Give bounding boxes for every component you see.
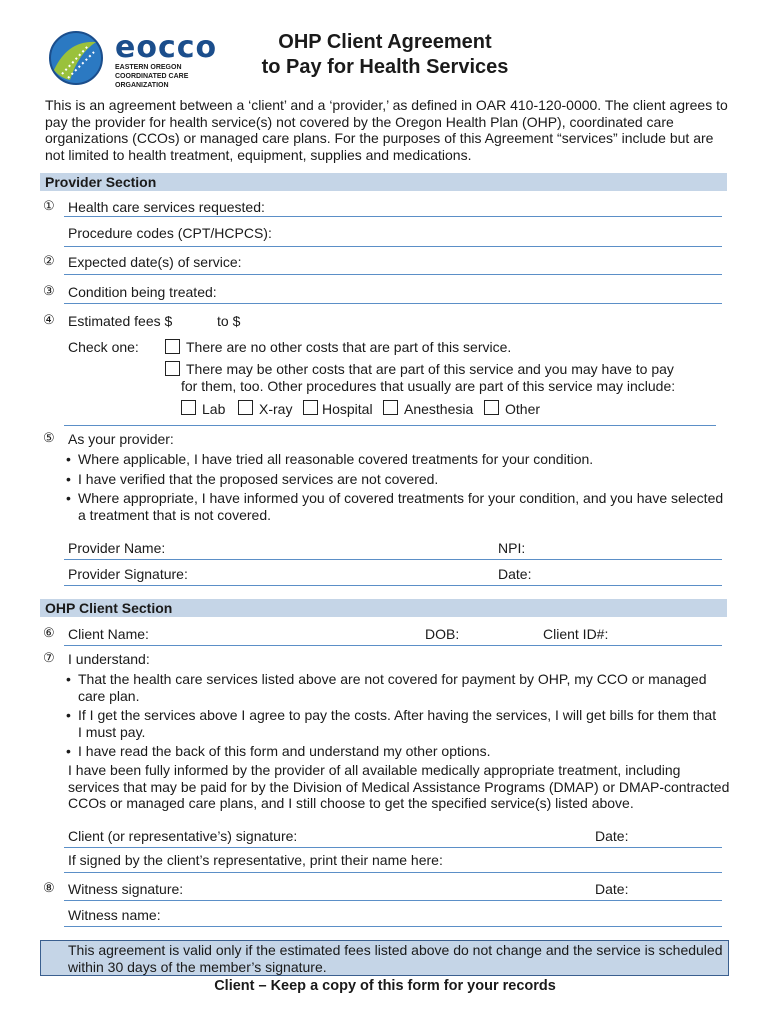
lab-checkbox[interactable] (181, 400, 196, 415)
services-requested-label: Health care services requested: (68, 199, 265, 215)
no-other-costs-checkbox[interactable] (165, 339, 180, 354)
other-costs-label-line1: There may be other costs that are part of this service and you may have to pay (186, 361, 674, 377)
dob-label: DOB: (425, 626, 460, 642)
other-costs-checkbox[interactable] (165, 361, 180, 376)
provider-name-field[interactable] (64, 559, 722, 560)
list-item: • Where applicable, I have tried all reasonable covered treatments for your condition. (62, 451, 727, 468)
no-other-costs-label: There are no other costs that are part of this service. (186, 339, 512, 355)
procedure-codes-label: Procedure codes (CPT/HCPCS): (68, 225, 272, 241)
expected-dates-label: Expected date(s) of service: (68, 254, 242, 270)
condition-label: Condition being treated: (68, 284, 217, 300)
anesthesia-checkbox[interactable] (383, 400, 398, 415)
item-number-4: ④ (43, 312, 55, 327)
list-item: • Where appropriate, I have informed you of covered treatments for your condition, and you have selected a treatment that is not covered. (62, 490, 727, 523)
client-signature-field[interactable] (64, 847, 722, 848)
client-name-label: Client Name: (68, 626, 149, 642)
understand-label: I understand: (68, 651, 150, 667)
page-title: OHP Client Agreement to Pay for Health Services (261, 31, 509, 78)
provider-attestations (62, 451, 727, 526)
item-number-8: ⑧ (43, 880, 55, 895)
validity-notice: This agreement is valid only if the estimated fees listed above do not change and the service is scheduled within 30 days of the member’s signature. (40, 940, 729, 976)
keep-copy-note: Client – Keep a copy of this form for your records (214, 978, 556, 994)
estimated-fees-label: Estimated fees $ (68, 313, 173, 329)
list-item: • I have read the back of this form and understand my other options. (62, 743, 722, 760)
logo-wordmark: eocco (115, 30, 218, 65)
item-number-1: ① (43, 198, 55, 213)
other-label: Other (505, 401, 541, 417)
provider-date-label: Date: (498, 566, 532, 582)
section-divider (64, 425, 716, 426)
client-id-label: Client ID#: (543, 626, 609, 642)
client-name-field[interactable] (64, 645, 722, 646)
other-costs-label-line2: for them, too. Other procedures that usually are part of this service may include: (181, 378, 676, 394)
client-section-heading: OHP Client Section (40, 599, 727, 617)
procedure-codes-field[interactable] (64, 246, 722, 247)
provider-section-heading: Provider Section (40, 173, 727, 191)
representative-name-field[interactable] (64, 872, 722, 873)
eocco-logo (48, 30, 104, 86)
check-one-label: Check one: (68, 339, 139, 355)
informed-statement: I have been fully informed by the provider of all available medically appropriate treatment, including services that may be paid for by the Division of Medical Assistance Programs (DMAP) or DMAP-contracted CCOs or managed care plans, and I still choose to get the specified service(s) listed above. (68, 762, 730, 811)
witness-signature-label: Witness signature: (68, 881, 184, 897)
item-number-3: ③ (43, 283, 55, 298)
services-requested-field[interactable] (64, 216, 722, 217)
expected-dates-field[interactable] (64, 274, 722, 275)
provider-signature-field[interactable] (64, 585, 722, 586)
client-signature-label: Client (or representative’s) signature: (68, 828, 298, 844)
item-number-7: ⑦ (43, 650, 55, 665)
item-number-6: ⑥ (43, 625, 55, 640)
provider-name-label: Provider Name: (68, 540, 166, 556)
fees-to-label: to $ (217, 313, 241, 329)
other-checkbox[interactable] (484, 400, 499, 415)
as-provider-label: As your provider: (68, 431, 174, 447)
condition-field[interactable] (64, 303, 722, 304)
witness-date-label: Date: (595, 881, 629, 897)
xray-label: X-ray (259, 401, 293, 417)
provider-signature-label: Provider Signature: (68, 566, 188, 582)
list-item: • I have verified that the proposed services are not covered. (62, 471, 727, 488)
witness-signature-field[interactable] (64, 900, 722, 901)
xray-checkbox[interactable] (238, 400, 253, 415)
witness-name-field[interactable] (64, 926, 722, 927)
witness-name-label: Witness name: (68, 907, 161, 923)
item-number-5: ⑤ (43, 430, 55, 445)
hospital-checkbox[interactable] (303, 400, 318, 415)
representative-label: If signed by the client’s representative, print their name here: (68, 852, 443, 868)
npi-label: NPI: (498, 540, 526, 556)
anesthesia-label: Anesthesia (404, 401, 474, 417)
intro-paragraph: This is an agreement between a ‘client’ and a ‘provider,’ as defined in OAR 410-120-0000. The client agrees to pay the provider for health service(s) not covered by the Oregon Health Plan (OHP), coordinated care organizations (CCOs) or managed care plans. For the purposes of this Agreement “services” include but are not limited to health treatment, equipment, supplies and medications. (45, 97, 728, 163)
client-acknowledgements (62, 671, 722, 763)
logo-subtitle: EASTERN OREGON COORDINATED CARE ORGANIZATION (115, 64, 189, 89)
lab-label: Lab (202, 401, 226, 417)
list-item: • That the health care services listed above are not covered for payment by OHP, my CCO or managed care plan. (62, 671, 722, 704)
hospital-label: Hospital (322, 401, 373, 417)
item-number-2: ② (43, 253, 55, 268)
list-item: • If I get the services above I agree to pay the costs. After having the services, I will get bills for them that I must pay. (62, 707, 722, 740)
client-date-label: Date: (595, 828, 629, 844)
